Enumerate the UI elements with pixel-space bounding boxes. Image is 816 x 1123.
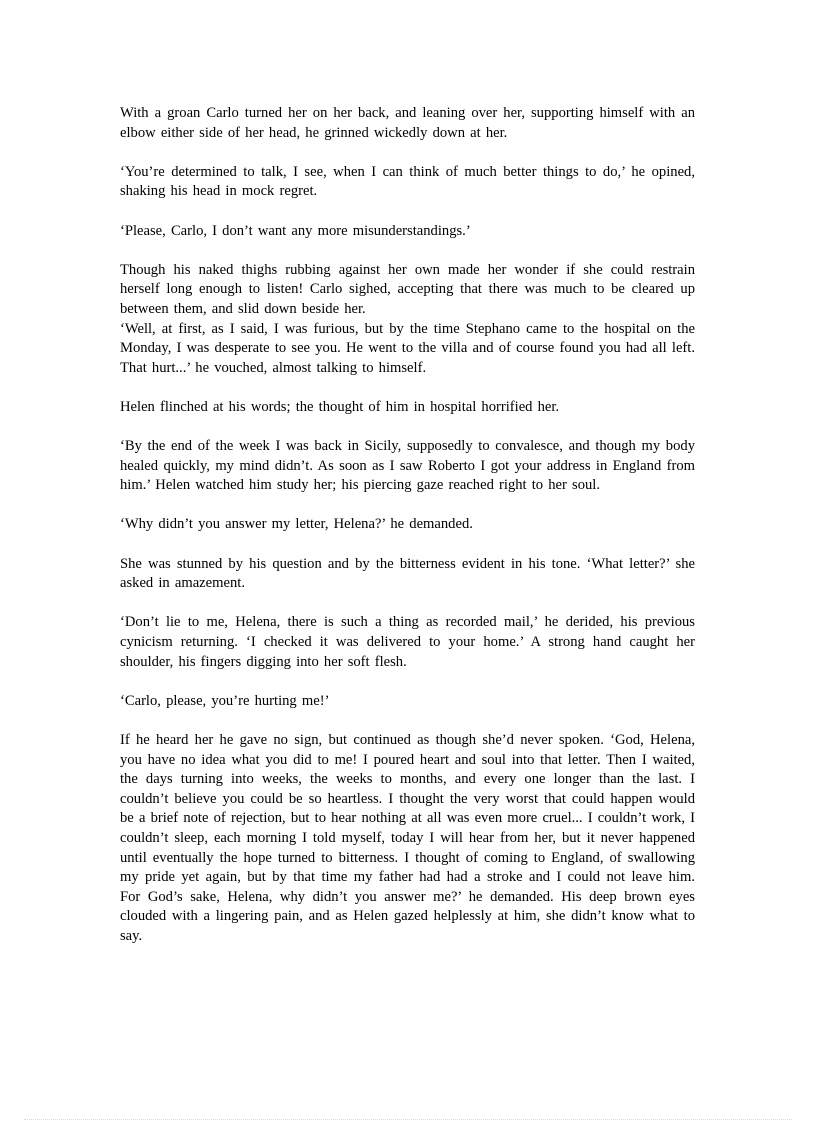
paragraph-10: ‘Don’t lie to me, Helena, there is such a thing as recorded mail,’ he derided, his previous cynicism returning. ‘I checked it was delivered to your home.’ A strong hand caught her shoulder, his fingers digging into her soft flesh. [120,614,695,670]
paragraph-8: ‘Why didn’t you answer my letter, Helena?’ he demanded. [120,516,473,533]
paragraph-9: She was stunned by his question and by the bitterness evident in his tone. ‘What letter?’ she asked in amazement. [120,555,695,592]
paragraph-5: ‘Well, at first, as I said, I was furious, but by the time Stephano came to the hospital on the Monday, I was desperate to see you. He went to the villa and of course found you had all left. That hurt...’ he vouched, almost talking to himself. [120,320,695,376]
body-text [120,104,695,966]
page-bottom-edge [24,1119,792,1120]
paragraph-2: ‘You’re determined to talk, I see, when I can think of much better things to do,’ he opined, shaking his head in mock regret. [120,163,695,200]
paragraph-11: ‘Carlo, please, you’re hurting me!’ [120,692,330,709]
paragraph-1: With a groan Carlo turned her on her back, and leaning over her, supporting himself with an elbow either side of her head, he grinned wickedly down at her. [120,105,695,141]
paragraph-7: ‘By the end of the week I was back in Sicily, supposedly to convalesce, and though my body healed quickly, my mind didn’t. As soon as I saw Roberto I got your address in England from him.’ Helen watched him study her; his piercing gaze reached right to her soul. [120,438,695,494]
paragraph-3: ‘Please, Carlo, I don’t want any more misunderstandings.’ [120,222,471,239]
paragraph-6: Helen flinched at his words; the thought of him in hospital horrified her. [120,398,560,415]
paragraph-12: If he heard her he gave no sign, but continued as though she’d never spoken. ‘God, Helena, you have no idea what you did to me! I poured heart and soul into that letter. Then I waited, the days turning into weeks, the weeks to months, and every one longer than the last. I couldn’t believe you could be so heartless. I thought the very worst that could happen would be a brief note of rejection, but to hear nothing at all was even more cruel... I couldn’t work, I couldn’t sleep, each morning I told myself, today I will hear from her, but it never happened until eventually the hope turned to bitterness. I thought of coming to England, of swallowing my pride yet again, but by that time my father had had a stroke and I could not leave him. For God’s sake, Helena, why didn’t you answer me?’ he demanded. His deep brown eyes clouded with a lingering pain, and as Helen gazed helplessly at him, she didn’t know what to say. [120,732,695,944]
paragraph-4: Though his naked thighs rubbing against her own made her wonder if she could restrain herself long enough to listen! Carlo sighed, accepting that there was much to be cleared up between them, and slid down beside her. [120,261,695,317]
